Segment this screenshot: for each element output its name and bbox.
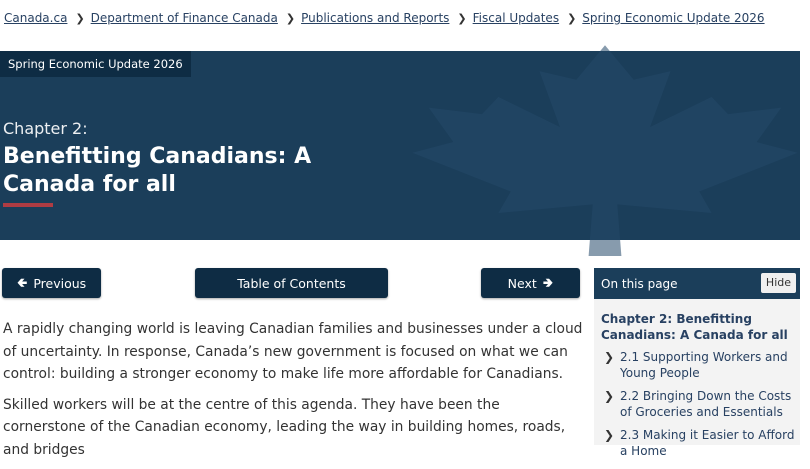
sidebar-header [594, 268, 800, 299]
chevron-right-icon: ❯ [285, 11, 296, 25]
arrow-right-icon: 🢂 [542, 275, 554, 291]
title-accent-rule [3, 203, 53, 207]
chevron-right-icon: ❯ [604, 389, 615, 403]
breadcrumb-link-finance[interactable]: Department of Finance Canada [90, 11, 278, 25]
chevron-right-icon: ❯ [604, 428, 615, 442]
breadcrumb-link-publications[interactable]: Publications and Reports [301, 11, 450, 25]
breadcrumb-link-spring-update[interactable]: Spring Economic Update 2026 [582, 11, 765, 25]
toc-item[interactable] [594, 388, 800, 420]
breadcrumb-link-canada[interactable]: Canada.ca [4, 11, 68, 25]
toc-item-label: 2.3 Making it Easier to Afford a Home [620, 428, 795, 458]
chevron-right-icon: ❯ [567, 11, 577, 25]
toc-item-label: 2.2 Bringing Down the Costs of Groceries and Essentials [620, 389, 792, 419]
arrow-left-icon: 🢀 [16, 275, 28, 291]
chevron-right-icon: ❯ [457, 11, 467, 25]
previous-button-label: Previous [33, 275, 87, 291]
toc-list [594, 349, 800, 459]
chevron-right-icon: ❯ [604, 350, 615, 364]
main-content [3, 318, 583, 469]
maple-leaf-icon [400, 41, 810, 256]
next-button[interactable] [481, 268, 580, 298]
page-title: Benefitting Canadians: A Canada for all [3, 144, 312, 197]
table-of-contents-button[interactable] [195, 268, 388, 298]
chapter-number: Chapter 2: [3, 119, 88, 138]
sidebar-title: On this page [601, 276, 678, 291]
next-button-label: Next [507, 275, 537, 291]
publication-badge: Spring Economic Update 2026 [0, 51, 191, 77]
on-this-page-sidebar [594, 268, 800, 458]
toc-item[interactable] [594, 427, 800, 459]
breadcrumb [4, 9, 765, 27]
paragraph: A rapidly changing world is leaving Canadian families and businesses under a cloud of uncertainty. In response, Canada’s new government is focused on what we can control: building a stronger economy to make life more affordable for Canadians. [3, 321, 583, 382]
paragraph: Skilled workers will be at the centre of this agenda. They have been the cornerstone of the Canadian economy, leading the way in building homes, roads, and bridges [3, 396, 566, 458]
hide-button[interactable]: Hide [761, 273, 796, 293]
table-of-contents-label: Table of Contents [237, 275, 346, 291]
breadcrumb-link-fiscal-updates[interactable]: Fiscal Updates [472, 11, 560, 25]
sidebar-current-chapter[interactable]: Chapter 2: Benefitting Canadians: A Canada for all [601, 312, 788, 342]
previous-button[interactable] [2, 268, 101, 298]
chapter-banner [0, 51, 800, 240]
toc-item[interactable] [594, 349, 800, 381]
toc-item-label: 2.1 Supporting Workers and Young People [620, 350, 788, 380]
chevron-right-icon: ❯ [75, 11, 85, 25]
